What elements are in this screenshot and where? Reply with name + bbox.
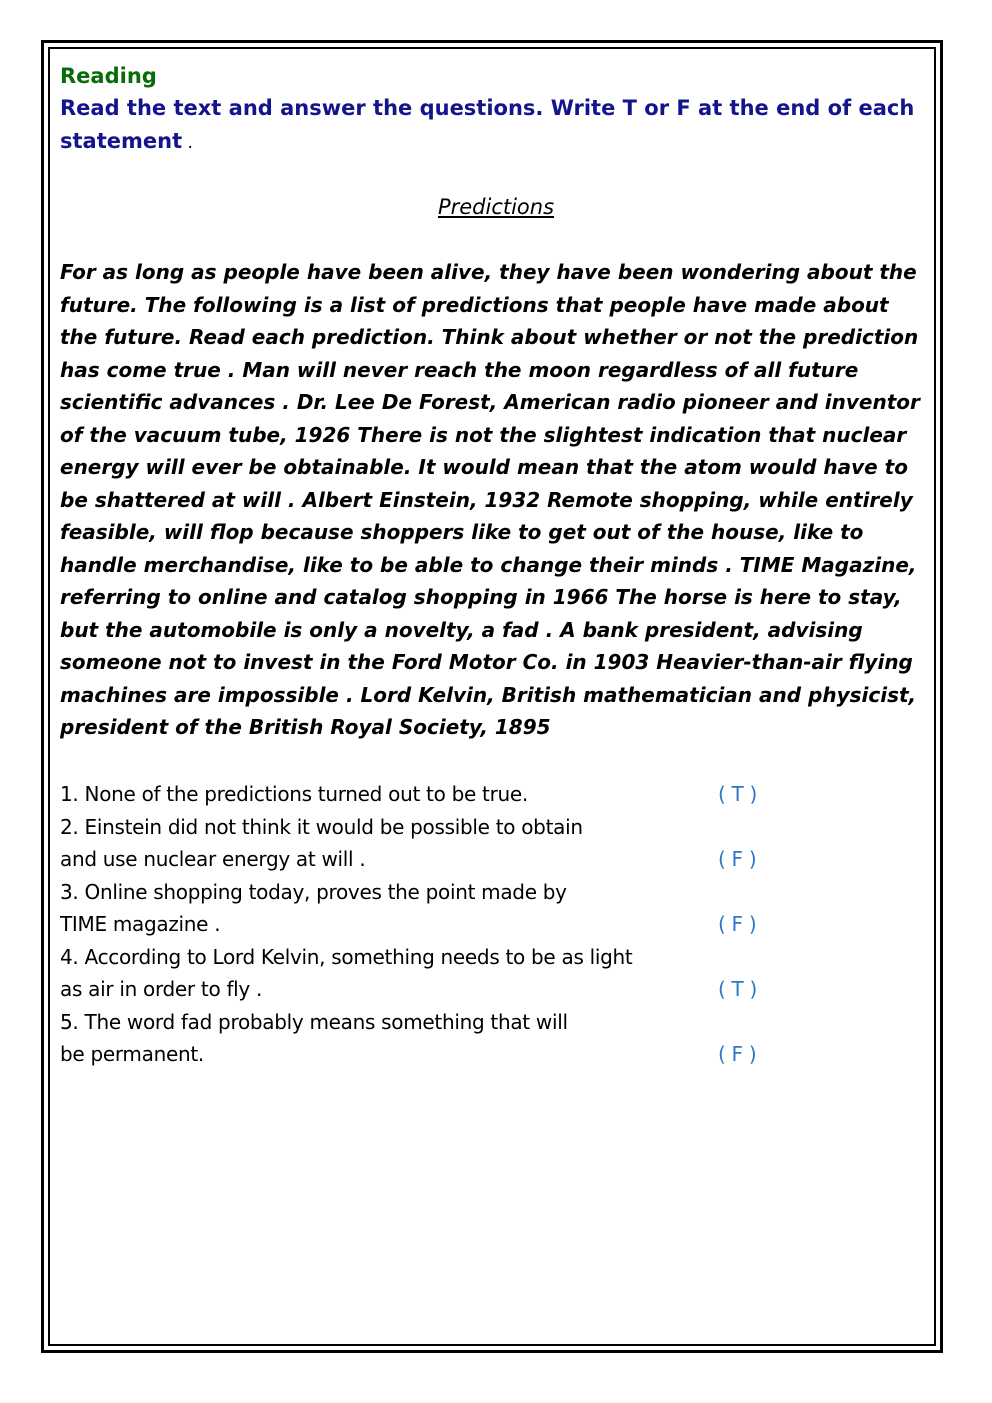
question-text: 4. According to Lord Kelvin, something needs to be as light	[60, 944, 633, 969]
question-line	[60, 973, 820, 1006]
instructions	[60, 92, 920, 160]
question-text: as air in order to fly .	[60, 977, 263, 1001]
question-line	[60, 876, 820, 909]
question-item	[60, 1006, 820, 1071]
question-text: TIME magazine .	[60, 912, 221, 936]
question-text: 1. None of the predictions turned out to be true.	[60, 782, 528, 806]
question-text: be permanent.	[60, 1042, 204, 1066]
question-text: 3. Online shopping today, proves the point made by	[60, 879, 567, 904]
question-answer[interactable]: ( F )	[718, 847, 757, 871]
instructions-trail: .	[182, 133, 193, 153]
instructions-text: Read the text and answer the questions. Write T or F at the end of each statement	[60, 96, 915, 153]
question-answer[interactable]: ( F )	[718, 912, 757, 936]
question-line	[60, 811, 820, 844]
question-answer[interactable]: ( T )	[718, 782, 758, 806]
question-list	[60, 778, 820, 1071]
worksheet-content	[60, 60, 930, 1066]
question-text: and use nuclear energy at will .	[60, 847, 366, 871]
story-title: Predictions	[437, 195, 555, 219]
section-title: Reading	[60, 64, 157, 88]
question-item	[60, 941, 820, 1006]
question-item	[60, 778, 820, 811]
question-text: 2. Einstein did not think it would be possible to obtain	[60, 814, 583, 839]
question-item	[60, 811, 820, 876]
question-line	[60, 908, 820, 941]
question-line	[60, 843, 820, 876]
question-answer[interactable]: ( F )	[718, 1042, 757, 1066]
question-line	[60, 1038, 820, 1071]
question-line	[60, 1006, 820, 1039]
story-passage: For as long as people have been alive, they have been wondering about the future. The following is a list of predictions that people have made about the future. Read each prediction. Think about whether or not the prediction has come true . Man will never reach the moon regardless of all future scientific advances . Dr. Lee De Forest, American radio pioneer and inventor of the vacuum tube, 1926 There is not the slightest indication that nuclear energy will ever be obtainable. It would mean that the atom would have to be shattered at will . Albert Einstein, 1932 Remote shopping, while entirely feasible, will flop because shoppers like to get out of the house, like to handle merchandise, like to be able to change their minds . TIME Magazine, referring to online and catalog shopping in 1966 The horse is here to stay, but the automobile is only a novelty, a fad . A bank president, advising someone not to invest in the Ford Motor Co. in 1903 Heavier-than-air flying machines are impossible . Lord Kelvin, British mathematician and physicist, president of the British Royal Society, 1895	[60, 260, 920, 739]
question-line	[60, 778, 820, 811]
question-line	[60, 941, 820, 974]
question-answer[interactable]: ( T )	[718, 977, 758, 1001]
question-item	[60, 876, 820, 941]
question-text: 5. The word fad probably means something that will	[60, 1009, 568, 1034]
